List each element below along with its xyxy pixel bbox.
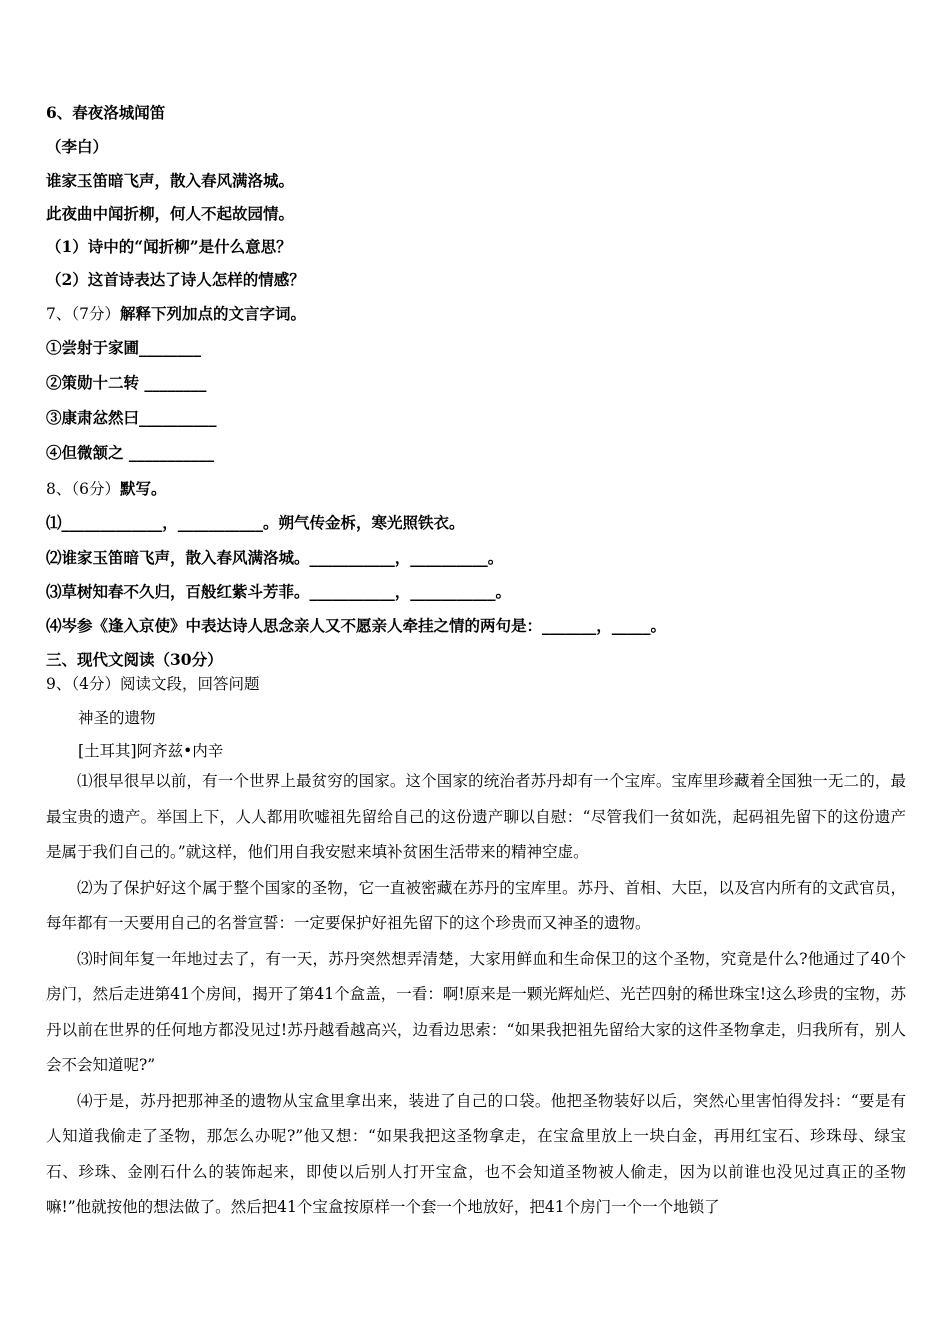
q6-subquestion-1: （1）诗中的“闻折柳”是什么意思？ xyxy=(46,237,292,256)
q6-poem-line-2: 此夜曲中闻折柳，何人不起故园情。 xyxy=(46,204,295,223)
section-3-heading: 三、现代文阅读（30分） xyxy=(46,650,223,669)
q8-stem xyxy=(46,477,167,499)
article-author: [土耳其]阿齐兹•内辛 xyxy=(78,742,224,760)
article-paragraph-3: ⑶时间年复一年地过去了，有一天，苏丹突然想弄清楚，大家用鲜血和生命保卫的这个圣物，究竟是什么?他通过了40个房门，然后走进第41个房间，揭开了第41个盒盖，一看：啊!原来是一颗光辉灿烂、光芒四射的稀世珠宝!这么珍贵的宝物，苏丹以前在世界的任何地方都没见过!苏丹越看越高兴，边看边思索：“如果我把祖先留给大家的这件圣物拿走，归我所有，别人会不会知道呢?” xyxy=(46,949,906,1074)
q6-author: （李白） xyxy=(46,137,109,156)
q9-stem: 9、（4分）阅读文段，回答问题 xyxy=(46,675,260,693)
q8-item-1: ⑴_____________，___________。朔气传金柝，寒光照铁衣。 xyxy=(46,513,465,532)
q8-item-2: ⑵谁家玉笛暗飞声，散入春风满洛城。___________，__________。 xyxy=(46,548,504,567)
q7-stem-prefix: 7、（7分） xyxy=(46,305,120,323)
q8-item-3: ⑶草树知春不久归，百般红紫斗芳菲。___________，___________。 xyxy=(46,582,512,601)
article-paragraph-4: ⑷于是，苏丹把那神圣的遗物从宝盒里拿出来，装进了自己的口袋。他把圣物装好以后，突然心里害怕得发抖：“要是有人知道我偷走了圣物，那怎么办呢?”他又想：“如果我把这圣物拿走，在宝盒里放上一块白金，再用红宝石、珍珠母、绿宝石、珍珠、金刚石什么的装饰起来，即使以后别人打开宝盒，也不会知道圣物被人偷走，因为以前谁也没见过真正的圣物嘛!”他就按他的想法做了。然后把41个宝盒按原样一个套一个地放好，把41个房门一个一个地锁了 xyxy=(46,1091,906,1216)
q7-item-1: ①尝射于家圃________ xyxy=(46,338,202,357)
q8-item-4: ⑷岑参《逢入京使》中表达诗人思念亲人又不愿亲人牵挂之情的两句是：_______，_____。 xyxy=(46,616,667,635)
article-body xyxy=(46,764,906,1226)
q7-item-3: ③康肃忿然曰__________ xyxy=(46,408,217,427)
q7-stem xyxy=(46,302,306,324)
article-title: 神圣的遗物 xyxy=(78,709,156,727)
q7-item-2: ②策勋十二转 ________ xyxy=(46,373,207,392)
article-paragraph-2: ⑵为了保护好这个属于整个国家的圣物，它一直被密藏在苏丹的宝库里。苏丹、首相、大臣，以及宫内所有的文武官员，每年都有一天要用自己的名誉宣誓：一定要保护好祖先留下的这个珍贵而又神圣的遗物。 xyxy=(46,878,906,932)
q6-poem-line-1: 谁家玉笛暗飞声，散入春风满洛城。 xyxy=(46,171,295,190)
q6-title: 6、春夜洛城闻笛 xyxy=(46,103,166,122)
q6-subquestion-2: （2）这首诗表达了诗人怎样的情感？ xyxy=(46,270,305,289)
article-paragraph-1: ⑴很早很早以前，有一个世界上最贫穷的国家。这个国家的统治者苏丹却有一个宝库。宝库里珍藏着全国独一无二的，最最宝贵的遗产。举国上下，人人都用吹嘘祖先留给自己的这份遗产聊以自慰：“尽管我们一贫如洗，起码祖先留下的这份遗产是属于我们自己的。”就这样，他们用自我安慰来填补贫困生活带来的精神空虚。 xyxy=(46,772,906,861)
q8-stem-prefix: 8、（6分） xyxy=(46,480,120,498)
q8-stem-text: 默写。 xyxy=(119,479,167,498)
q7-stem-text: 解释下列加点的文言字词。 xyxy=(119,304,306,323)
q7-item-4: ④但微颔之 ___________ xyxy=(46,443,215,462)
